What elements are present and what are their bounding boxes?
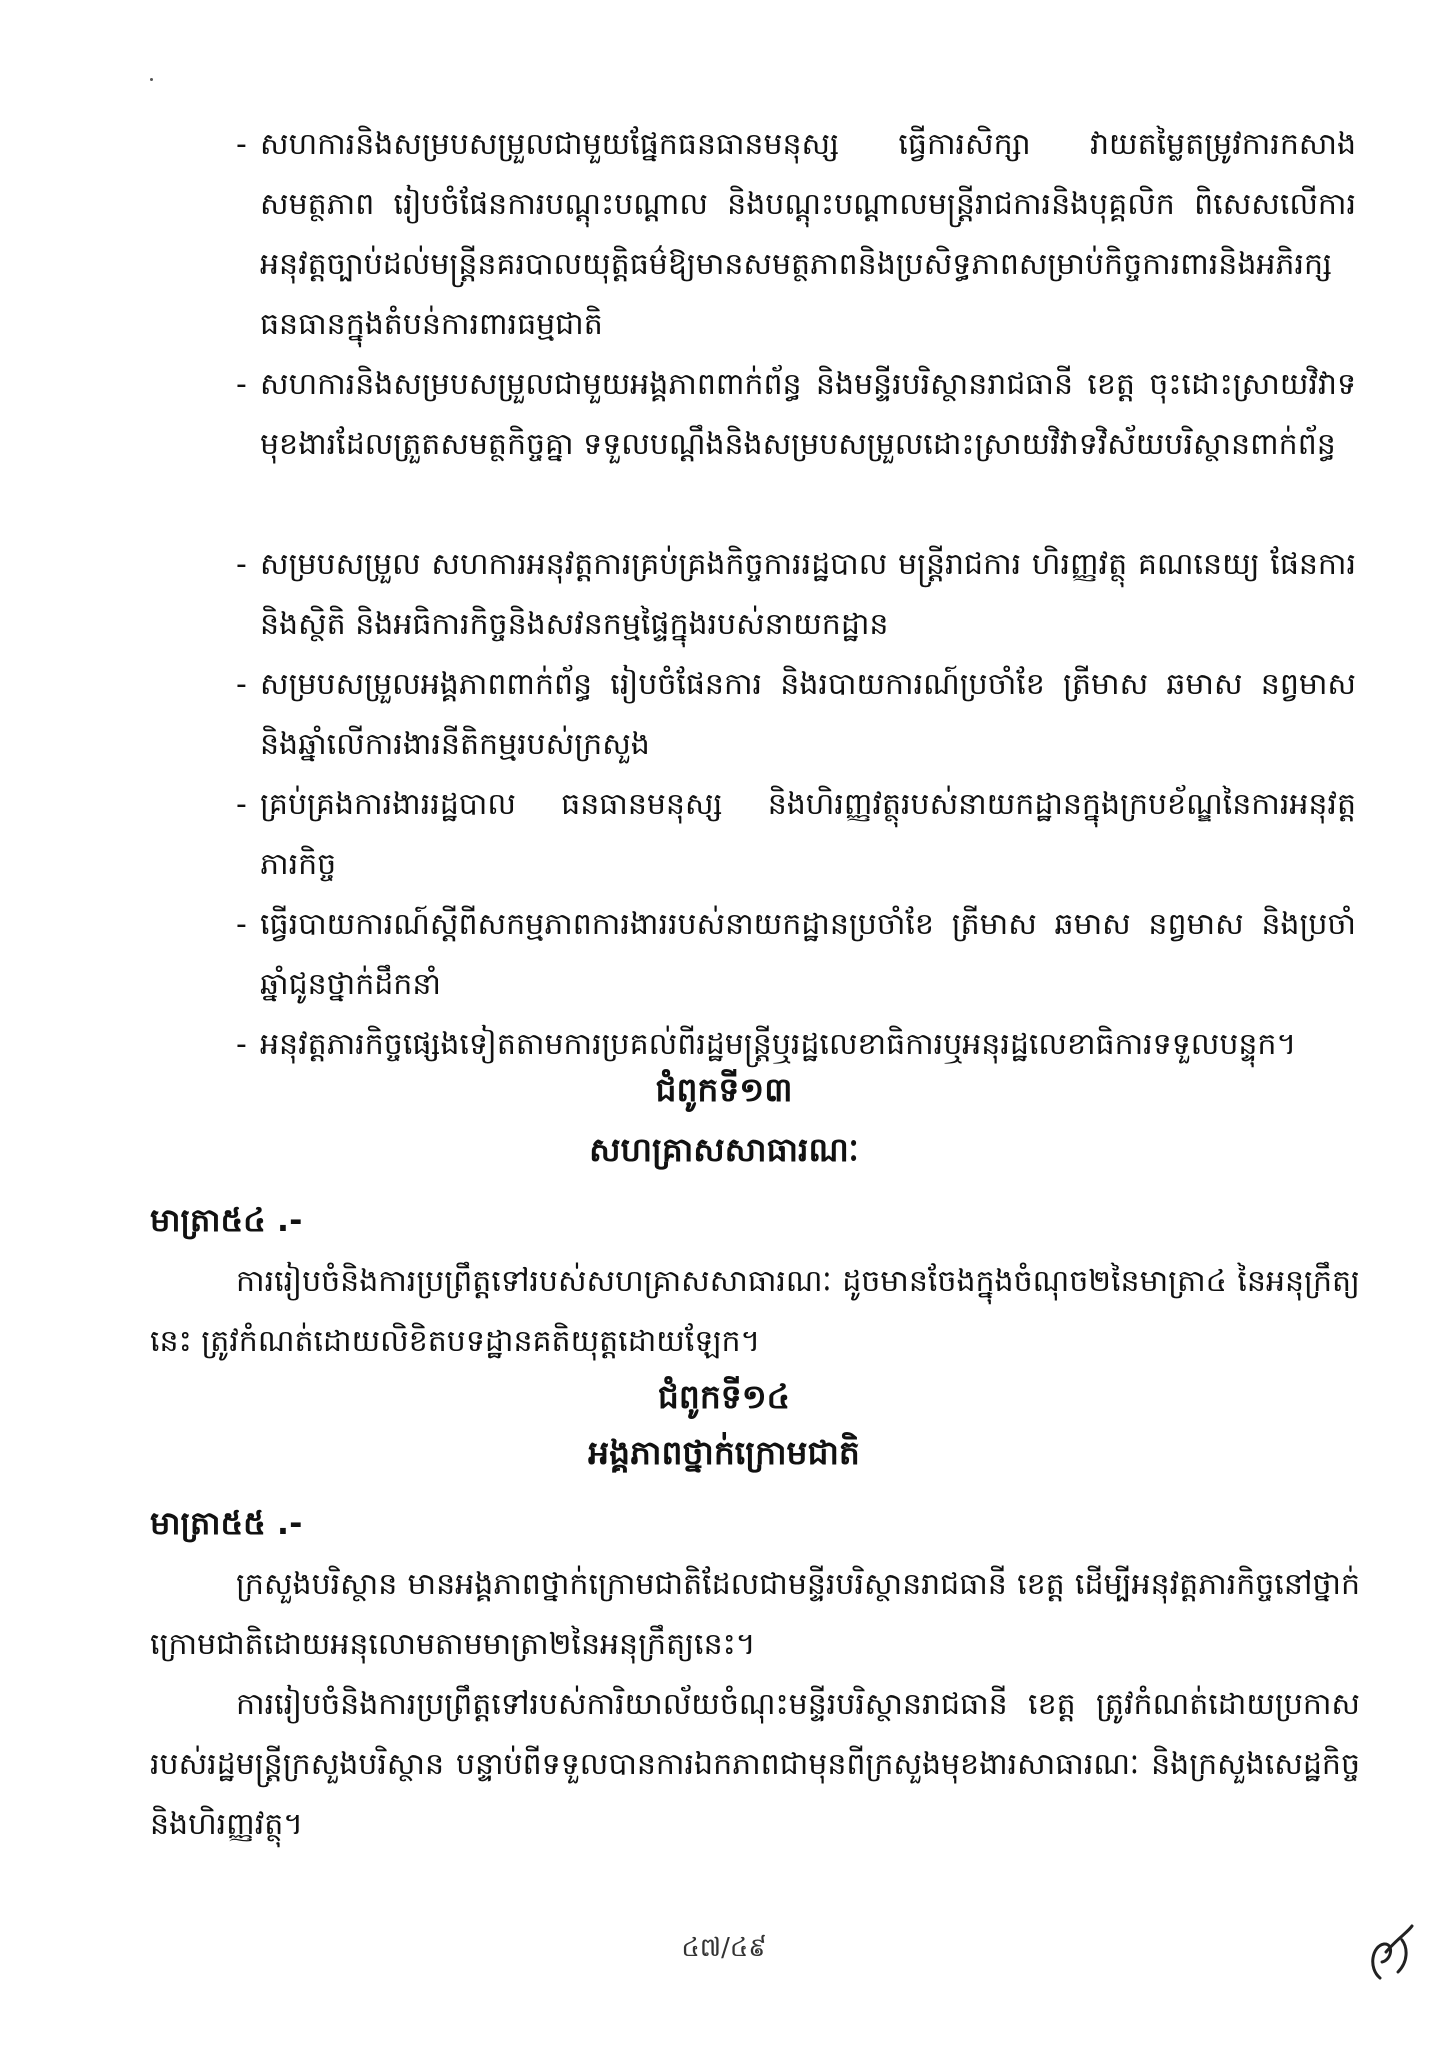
chapter-14-title: អង្គភាពថ្នាក់ក្រោមជាតិ <box>588 1433 860 1472</box>
article-55-heading: មាត្រា៥៥ .- <box>150 1504 303 1542</box>
bullet-text: សម្របសម្រួល សហការអនុវត្តការគ្រប់គ្រងកិច្ចការរដ្ឋបាល មន្ត្រីរាជការ ហិរញ្ញវត្ថុ គណនេយ្យ ផែនការនិងស្ថិតិ និងអធិការកិច្ចនិងសវនកម្មផ្ទៃក្នុងរបស់នាយកដ្ឋាន <box>260 547 1356 642</box>
article-54-text: ការរៀបចំនិងការប្រព្រឹត្តទៅរបស់សហគ្រាសសាធារណៈ ដូចមានចែងក្នុងចំណុច២នៃមាត្រា៤ នៃអនុក្រឹត្យនេះ ត្រូវកំណត់ដោយលិខិតបទដ្ឋានគតិយុត្តដោយឡែក។ <box>150 1264 1360 1359</box>
handwritten-initial <box>1358 1918 1418 1988</box>
bullet-text: សហការនិងសម្របសម្រួលជាមួយអង្គភាពពាក់ព័ន្ធ និងមន្ទីរបរិស្ថានរាជធានី ខេត្ត ចុះដោះស្រាយវិវាទមុខងារដែលត្រួតសមត្ថកិច្ចគ្នា ទទួលបណ្ដឹងនិងសម្របសម្រួលដោះស្រាយវិវាទវិស័យបរិស្ថានពាក់ព័ន្ធ <box>260 367 1356 462</box>
bullet-text: ធ្វើរបាយការណ៍ស្ដីពីសកម្មភាពការងាររបស់នាយកដ្ឋានប្រចាំខែ ត្រីមាស ឆមាស នព្វមាស និងប្រចាំឆ្នាំជូនថ្នាក់ដឹកនាំ <box>260 907 1356 1002</box>
page-number: ៤៧/៤៩ <box>681 1933 767 1963</box>
bullet-list <box>236 115 1356 1075</box>
article-55-paragraph-1: ក្រសួងបរិស្ថាន មានអង្គភាពថ្នាក់ក្រោមជាតិដែលជាមន្ទីរបរិស្ថានរាជធានី ខេត្ត ដើម្បីអនុវត្តភារកិច្ចនៅថ្នាក់ក្រោមជាតិដោយអនុលោមតាមមាត្រា២នៃអនុក្រឹត្យនេះ។ <box>150 1567 1360 1662</box>
article-55-paragraph-2: ការរៀបចំនិងការប្រព្រឹត្តទៅរបស់ការិយាល័យចំណុះមន្ទីរបរិស្ថានរាជធានី ខេត្ត ត្រូវកំណត់ដោយប្រកាសរបស់រដ្ឋមន្ត្រីក្រសួងបរិស្ថាន បន្ទាប់ពីទទួលបានការឯកភាពជាមុនពីក្រសួងមុខងារសាធារណៈ និងក្រសួងសេដ្ឋកិច្ចនិងហិរញ្ញវត្ថុ។ <box>150 1687 1360 1842</box>
bullet-item <box>236 895 1356 1015</box>
chapter-14-number: ជំពូកទី១៤ <box>657 1377 791 1416</box>
bullet-item <box>236 655 1356 775</box>
article-54-heading: មាត្រា៥៤ .- <box>150 1201 303 1239</box>
bullet-dash: - <box>236 1027 247 1062</box>
bullet-dash: - <box>236 547 247 582</box>
bullet-dash: - <box>236 907 247 942</box>
bullet-dash: - <box>236 787 247 822</box>
bullet-item <box>236 775 1356 895</box>
bullet-item <box>236 535 1356 655</box>
bullet-text: គ្រប់គ្រងការងាររដ្ឋបាល ធនធានមនុស្ស និងហិរញ្ញវត្ថុរបស់នាយកដ្ឋានក្នុងក្របខ័ណ្ឌនៃការអនុវត្តភារកិច្ច <box>260 787 1356 882</box>
bullet-text: សហការនិងសម្របសម្រួលជាមួយផ្នែកធនធានមនុស្ស ធ្វើការសិក្សា វាយតម្លៃតម្រូវការកសាងសមត្ថភាព រៀបចំផែនការបណ្ដុះបណ្ដាល និងបណ្ដុះបណ្ដាលមន្ត្រីរាជការនិងបុគ្គលិក ពិសេសលើការអនុវត្តច្បាប់ដល់មន្ត្រីនគរបាលយុត្តិធម៌ឱ្យមានសមត្ថភាពនិងប្រសិទ្ធភាពសម្រាប់កិច្ចការពារនិងអភិរក្សធនធានក្នុងតំបន់ការពារធម្មជាតិ <box>260 127 1356 342</box>
bullet-text: អនុវត្តភារកិច្ចផ្សេងទៀតតាមការប្រគល់ពីរដ្ឋមន្ត្រីឬរដ្ឋលេខាធិការឬអនុរដ្ឋលេខាធិការទទួលបន្ទុក។ <box>260 1027 1297 1062</box>
bullet-dash: - <box>236 127 247 162</box>
bullet-text: សម្របសម្រួលអង្គភាពពាក់ព័ន្ធ រៀបចំផែនការ និងរបាយការណ៍ប្រចាំខែ ត្រីមាស ឆមាស នព្វមាស និងឆ្នាំលើការងារនីតិកម្មរបស់ក្រសួង <box>260 667 1356 762</box>
bullet-dash: - <box>236 667 247 702</box>
bullet-item <box>236 115 1356 355</box>
chapter-13-title: សហគ្រាសសាធារណៈ <box>589 1130 859 1169</box>
bullet-item <box>236 355 1356 535</box>
chapter-13-number: ជំពូកទី១៣ <box>655 1070 793 1109</box>
scan-mark <box>150 78 153 81</box>
bullet-dash: - <box>236 367 247 402</box>
